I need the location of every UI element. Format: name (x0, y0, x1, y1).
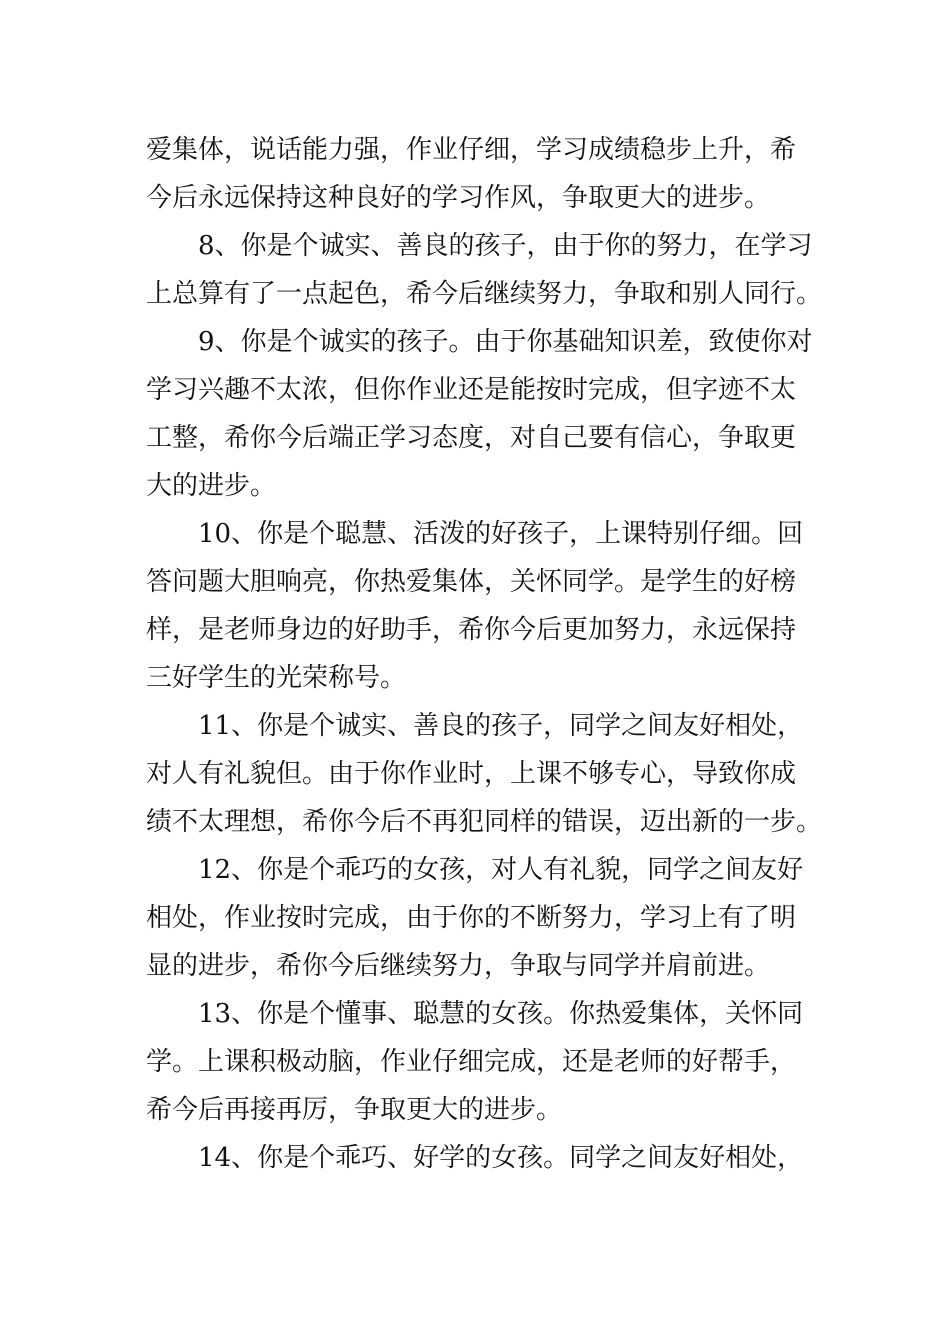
text-line: 样，是老师身边的好助手，希你今后更加努力，永远保持 (146, 615, 797, 645)
text-line: 学习兴趣不太浓，但你作业还是能按时完成，但字迹不太 (146, 375, 797, 405)
text-line: 今后永远保持这种良好的学习作风，争取更大的进步。 (146, 183, 771, 213)
text-line: 绩不太理想，希你今后不再犯同样的错误，迈出新的一步。 (146, 807, 823, 837)
paragraph-10-start: 10、你是个聪慧、活泼的好孩子，上课特别仔细。回 (198, 519, 804, 549)
text-line: 三好学生的光荣称号。 (146, 663, 407, 693)
text-line: 希今后再接再厉，争取更大的进步。 (146, 1095, 563, 1125)
paragraph-14-start: 14、你是个乖巧、好学的女孩。同学之间友好相处， (198, 1143, 804, 1173)
document-body (146, 126, 823, 1182)
text-line: 工整，希你今后端正学习态度，对自己要有信心，争取更 (146, 423, 797, 453)
text-line: 对人有礼貌但。由于你作业时，上课不够专心，导致你成 (146, 759, 797, 789)
paragraph-11-start: 11、你是个诚实、善良的孩子，同学之间友好相处， (198, 711, 804, 741)
paragraph-12-start: 12、你是个乖巧的女孩，对人有礼貌，同学之间友好 (198, 855, 804, 885)
text-line: 上总算有了一点起色，希今后继续努力，争取和别人同行。 (146, 279, 823, 309)
text-line: 相处，作业按时完成，由于你的不断努力，学习上有了明 (146, 903, 797, 933)
text-line: 爱集体，说话能力强，作业仔细，学习成绩稳步上升，希 (146, 135, 797, 165)
text-line: 学。上课积极动脑，作业仔细完成，还是老师的好帮手， (146, 1047, 797, 1077)
paragraph-9-start: 9、你是个诚实的孩子。由于你基础知识差，致使你对 (198, 327, 813, 357)
text-line: 大的进步。 (146, 471, 277, 501)
paragraph-8-start: 8、你是个诚实、善良的孩子，由于你的努力，在学习 (198, 231, 813, 261)
text-line: 答问题大胆响亮，你热爱集体，关怀同学。是学生的好榜 (146, 567, 797, 597)
text-line: 显的进步，希你今后继续努力，争取与同学并肩前进。 (146, 951, 771, 981)
paragraph-13-start: 13、你是个懂事、聪慧的女孩。你热爱集体，关怀同 (198, 999, 804, 1029)
